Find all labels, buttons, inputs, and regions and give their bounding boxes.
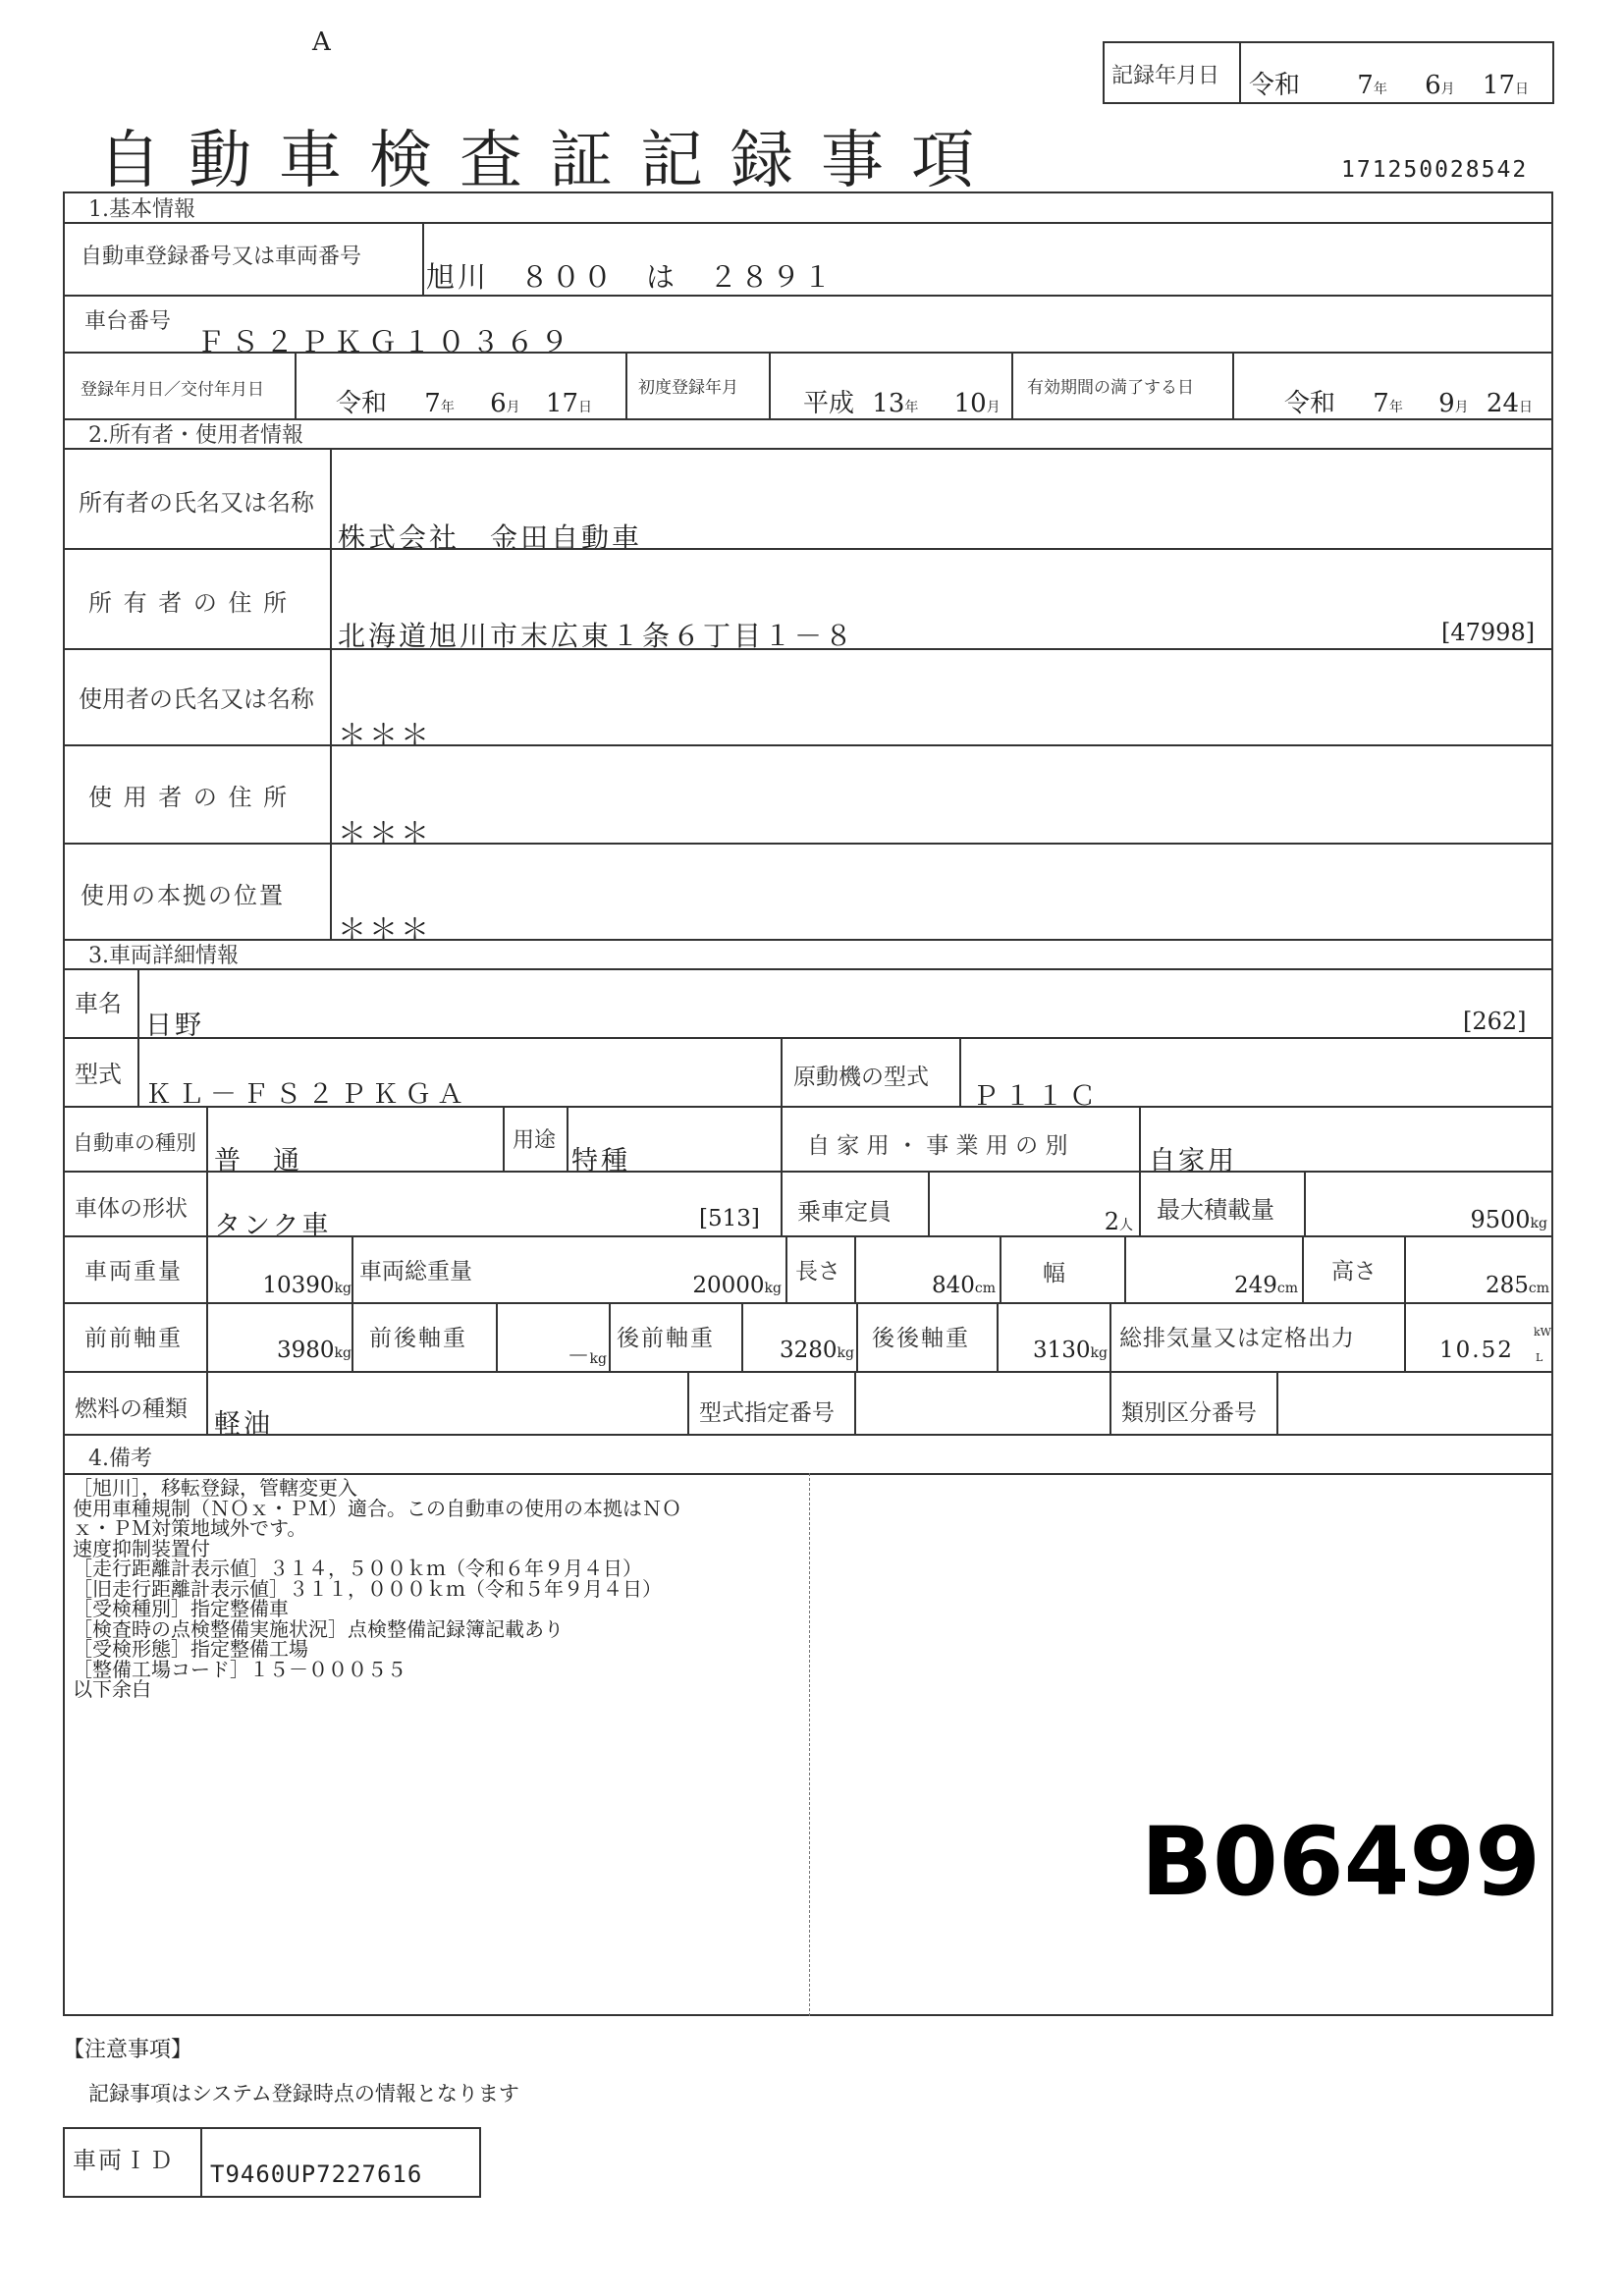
notes-text: 記録事項はシステム登録時点の情報となります bbox=[88, 2082, 519, 2105]
remarks-line: ［旭川］，移転登録，管轄変更入 bbox=[73, 1476, 357, 1500]
length-label: 長さ bbox=[795, 1259, 840, 1285]
displacement-label: 総排気量又は定格出力 bbox=[1119, 1326, 1355, 1351]
length-value: 840cm bbox=[931, 1273, 996, 1298]
vehicle-id-label: 車両ＩＤ bbox=[73, 2147, 175, 2174]
remarks-line: 以下余白 bbox=[73, 1677, 151, 1701]
remarks-line: ［整備工場コード］１５－０００５５ bbox=[73, 1657, 406, 1681]
rear-rear-axle-label: 後後軸重 bbox=[872, 1326, 970, 1351]
body-shape-code: [513] bbox=[699, 1206, 760, 1231]
remarks-line: ［検査時の点検整備実施状況］点検整備記録簿記載あり bbox=[73, 1616, 564, 1641]
height-value: 285cm bbox=[1485, 1273, 1549, 1298]
remarks-line: ［受検種別］指定整備車 bbox=[73, 1597, 289, 1620]
gross-weight: 20000kg bbox=[692, 1273, 782, 1298]
model-label: 型式 bbox=[75, 1061, 122, 1088]
engine-type: Ｐ１１Ｃ bbox=[972, 1081, 1102, 1112]
remarks-line: 速度抑制装置付 bbox=[73, 1536, 210, 1560]
registration-number: 旭川 ８００ は ２８９１ bbox=[426, 260, 836, 294]
expiry-date: 令和 7年 9月 24日 bbox=[1284, 389, 1533, 418]
chassis-number: ＦＳ２ＰＫＧ１０３６９ bbox=[196, 325, 575, 358]
owner-address-code: [47998] bbox=[1441, 619, 1536, 646]
issue-date-label: 登録年月日／交付年月日 bbox=[81, 380, 264, 400]
engine-type-label: 原動機の型式 bbox=[793, 1065, 929, 1090]
document-number: 171250028542 bbox=[1341, 157, 1529, 183]
owner-name-label: 所有者の氏名又は名称 bbox=[79, 489, 314, 517]
record-date: 令和 7年 6月 17日 bbox=[1249, 71, 1529, 100]
base-location-label: 使用の本拠の位置 bbox=[81, 882, 285, 909]
first-registration-label: 初度登録年月 bbox=[638, 378, 738, 398]
max-load-label: 最大積載量 bbox=[1157, 1196, 1274, 1224]
front-rear-axle-label: 前後軸重 bbox=[369, 1326, 467, 1351]
width-value: 249cm bbox=[1233, 1273, 1298, 1298]
vehicle-kind: 普 通 bbox=[214, 1146, 302, 1176]
user-address: ＊＊＊ bbox=[338, 816, 433, 849]
issue-date: 令和 7年 6月 17日 bbox=[336, 389, 592, 418]
first-registration-date: 平成 13年 10月 bbox=[803, 389, 1001, 418]
remarks-line: 使用車種規制（ＮＯｘ・ＰＭ）適合。この自動車の使用の本拠はＮＯ bbox=[73, 1496, 681, 1520]
section-basic-heading: 1.基本情報 bbox=[88, 197, 195, 222]
body-shape: タンク車 bbox=[214, 1211, 332, 1241]
model-value: ＫＬ－ＦＳ２ＰＫＧＡ bbox=[145, 1079, 469, 1110]
type-designation-label: 型式指定番号 bbox=[699, 1400, 835, 1426]
notes-heading: 【注意事項】 bbox=[63, 2038, 193, 2062]
capacity-label: 乗車定員 bbox=[797, 1198, 892, 1226]
record-date-label: 記録年月日 bbox=[1111, 64, 1220, 88]
vehicle-kind-label: 自動車の種別 bbox=[73, 1131, 196, 1155]
page-title: 自動車検査証記録事項 bbox=[98, 125, 1001, 197]
remarks-line: ｘ・ＰＭ対策地域外です。 bbox=[73, 1516, 307, 1540]
displacement-unit-kw: kW bbox=[1534, 1326, 1551, 1339]
section-vehicle-heading: 3.車両詳細情報 bbox=[88, 944, 239, 968]
vehicle-name-label: 車名 bbox=[75, 990, 122, 1017]
expiry-date-label: 有効期間の満了する日 bbox=[1027, 378, 1194, 398]
classification-label: 類別区分番号 bbox=[1121, 1400, 1257, 1426]
fuel-type-label: 燃料の種類 bbox=[75, 1396, 188, 1422]
rear-rear-axle-value: 3130kg bbox=[1033, 1338, 1108, 1363]
vehicle-id-value: T9460UP7227616 bbox=[210, 2160, 423, 2188]
user-name-label: 使用者の氏名又は名称 bbox=[79, 685, 314, 713]
displacement-value: 10.52 bbox=[1439, 1338, 1514, 1363]
height-label: 高さ bbox=[1331, 1259, 1377, 1285]
usage-value: 特種 bbox=[571, 1146, 630, 1176]
section-remarks-heading: 4.備考 bbox=[88, 1447, 152, 1471]
form-mark: A bbox=[312, 27, 331, 57]
chassis-number-label: 車台番号 bbox=[84, 309, 172, 334]
user-name: ＊＊＊ bbox=[338, 718, 433, 751]
remarks-line: ［旧走行距離計表示値］３１１，０００ｋｍ（令和５年９月４日） bbox=[73, 1576, 662, 1601]
private-business-value: 自家用 bbox=[1149, 1146, 1237, 1176]
section-owner-heading: 2.所有者・使用者情報 bbox=[88, 423, 303, 448]
width-label: 幅 bbox=[1043, 1261, 1065, 1286]
vehicle-weight-label: 車両重量 bbox=[84, 1259, 183, 1285]
front-front-axle-value: 3980kg bbox=[277, 1338, 352, 1363]
rear-front-axle-label: 後前軸重 bbox=[617, 1326, 715, 1351]
displacement-unit-l: L bbox=[1536, 1351, 1543, 1364]
rear-front-axle-value: 3280kg bbox=[780, 1338, 854, 1363]
remarks-line: ［走行距離計表示値］３１４，５００ｋｍ（令和６年９月４日） bbox=[73, 1557, 642, 1580]
vehicle-name: 日野 bbox=[145, 1011, 204, 1041]
usage-label: 用途 bbox=[513, 1128, 557, 1153]
stock-number-stamp: B06499 bbox=[1140, 1807, 1541, 1917]
base-location: ＊＊＊ bbox=[338, 912, 433, 946]
front-rear-axle-value: －kg bbox=[567, 1343, 607, 1369]
gross-weight-label: 車両総重量 bbox=[359, 1259, 472, 1285]
body-shape-label: 車体の形状 bbox=[75, 1196, 188, 1222]
private-business-label: 自 家 用 ・ 事 業 用 の 別 bbox=[807, 1133, 1068, 1159]
capacity-value: 2人 bbox=[1104, 1208, 1133, 1235]
owner-address-label: 所 有 者 の 住 所 bbox=[88, 589, 290, 617]
vehicle-name-code: [262] bbox=[1463, 1008, 1527, 1035]
fuel-type: 軽油 bbox=[214, 1409, 273, 1440]
user-address-label: 使 用 者 の 住 所 bbox=[88, 784, 290, 811]
registration-number-label: 自動車登録番号又は車両番号 bbox=[81, 245, 362, 269]
front-front-axle-label: 前前軸重 bbox=[84, 1326, 183, 1351]
remarks-list bbox=[73, 1478, 819, 1700]
remarks-line: ［受検形態］指定整備工場 bbox=[73, 1637, 308, 1661]
vehicle-weight: 10390kg bbox=[262, 1273, 352, 1298]
owner-address: 北海道旭川市末広東１条６丁目１－８ bbox=[338, 620, 856, 652]
owner-name: 株式会社 金田自動車 bbox=[338, 521, 643, 554]
max-load-value: 9500kg bbox=[1470, 1206, 1547, 1233]
